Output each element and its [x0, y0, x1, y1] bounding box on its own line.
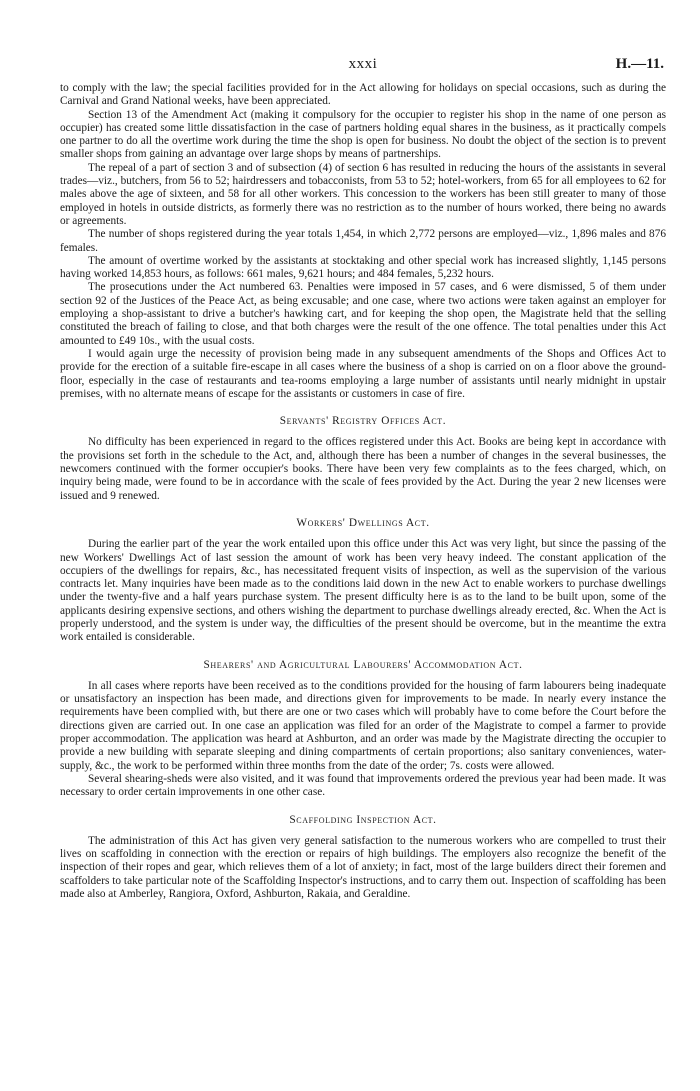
paragraph: The prosecutions under the Act numbered 63. Penalties were imposed in 57 cases, and 6 were dismissed, 5 of them under section 92 of the Justices of the Peace Act, as being excusable; and one case, where two actions were taken against an employer for employing a shop-assistant to drive a butcher's hawking cart, and for keeping the shop open, the Magistrate held that the selling constituted the breach of failing to close, and that both charges were the result of the one offence. The total penalties under this Act amounted to £49 10s., with the usual costs.: [60, 281, 666, 347]
section-heading: Scaffolding Inspection Act.: [289, 813, 437, 826]
section-heading: Servants' Registry Offices Act.: [279, 415, 447, 428]
section-heading: Workers' Dwellings Act.: [296, 516, 430, 529]
paragraph: The amount of overtime worked by the assistants at stocktaking and other special work has increased slightly, 1,145 persons having worked 14,853 hours, as follows: 661 males, 9,621 hours; and 484 females, 5,232 hours.: [60, 254, 666, 281]
page-number: xxxi: [348, 56, 378, 72]
document-body: [60, 82, 666, 901]
page-header: [60, 56, 666, 82]
section: [60, 517, 666, 645]
section: [60, 814, 666, 902]
section: [60, 659, 666, 800]
paragraph: During the earlier part of the year the work entailed upon this office under this Act was very light, but since the passing of the new Workers' Dwellings Act of last session the amount of work has been very heavy indeed. The constant application of the occupiers of the dwellings for repairs, &c., has necessitated frequent visits of inspection, as well as the supervision of the various contracts let. Many inquiries have been made as to the conditions laid down in the new Act to enable workers to purchase dwellings under the twenty-five and a half years purchase system. The present difficulty here is as to the land to be built upon, some of the applicants desiring expensive sections, and others wishing the department to purchase dwellings already erected, &c. When the Act is properly understood, and the system is under way, the difficulties of the present should be overcome, but in the meantime the extra work entailed is considerable.: [60, 538, 666, 644]
paragraph: Several shearing-sheds were also visited, and it was found that improvements ordered the previous year had been made. It was necessary to order certain improvements in one other case.: [60, 772, 666, 799]
section-heading: Shearers' and Agricultural Labourers' Accommodation Act.: [203, 658, 523, 671]
paragraph: Section 13 of the Amendment Act (making it compulsory for the occupier to register his shop in the name of one person as occupier) has created some little dissatisfaction in the case of partners holding equal shares in the business, as it practically compels one partner to do all the overtime work during the time the shop is open for business. No doubt the object of the section is to prevent smaller shops from gaining an advantage over large shops by means of partnerships.: [60, 108, 666, 161]
paragraph: In all cases where reports have been received as to the conditions provided for the housing of farm labourers being inadequate or unsatisfactory an inspection has been made, and directions given for improvements to be made. In nearly every instance the requirements have been complied with, but there are one or two cases which will probably have to come before the Court before the directions given are carried out. In one case an application was filed for an order of the Magistrate to compel a farmer to provide proper accommodation. The application was heard at Ashburton, and an order was made by the Magistrate directing the occupier to provide a new building with separate sleeping and dining compartments of certain proportions; also sanitary conveniences, water-supply, &c., the work to be performed within three months from the date of the order; 7s. costs were allowed.: [60, 679, 666, 772]
paragraph: to comply with the law; the special facilities provided for in the Act allowing for holidays on special occasions, such as during the Carnival and Grand National weeks, have been appreciated.: [60, 82, 666, 108]
section: [60, 82, 666, 401]
document-reference: H.—11.: [615, 56, 664, 72]
paragraph: I would again urge the necessity of provision being made in any subsequent amendments of the Shops and Offices Act to provide for the erection of a suitable fire-escape in all cases where the business of a shop is carried on on a floor above the ground-floor, especially in the case of restaurants and tea-rooms employing a large number of assistants until nearly midnight in upstair premises, with no alternate means of escape for the assistants or customers in case of fire.: [60, 347, 666, 400]
paragraph: The administration of this Act has given very general satisfaction to the numerous workers who are compelled to trust their lives on scaffolding in connection with the erection or repairs of high buildings. The employers also recognize the benefit of the inspection of their ropes and gear, which relieves them of a lot of anxiety; in fact, most of the large builders direct their foremen and scaffolders to take particular note of the Scaffolding Inspector's instructions, and to carry them out. Inspection of scaffolding has been made also at Amberley, Rangiora, Oxford, Ashburton, Rakaia, and Geraldine.: [60, 834, 666, 901]
paragraph: No difficulty has been experienced in regard to the offices registered under this Act. Books are being kept in accordance with the provisions set forth in the schedule to the Act, and, although there has been a number of changes in the several businesses, the newcomers continued with the former occupier's books. There have been very few complaints as to the fees charged, which, on inquiry being made, were found to be in accordance with the scale of fees provided by the Act. During the year 2 new licenses were issued and 9 renewed.: [60, 436, 666, 502]
paragraph: The repeal of a part of section 3 and of subsection (4) of section 6 has resulted in reducing the hours of the assistants in several trades—viz., butchers, from 56 to 52; hairdressers and tobacconists, from 53 to 52; hotel-workers, from 65 for all employees to 62 for males above the age of sixteen, and 58 for all other workers. This concession to the workers has been still greater to many of those employed in hotels in outside districts, as formerly there was no restriction as to the number of hours worked, there being no awards or agreements.: [60, 161, 666, 227]
section: [60, 415, 666, 503]
paragraph: The number of shops registered during the year totals 1,454, in which 2,772 persons are employed—viz., 1,896 males and 876 females.: [60, 228, 666, 254]
